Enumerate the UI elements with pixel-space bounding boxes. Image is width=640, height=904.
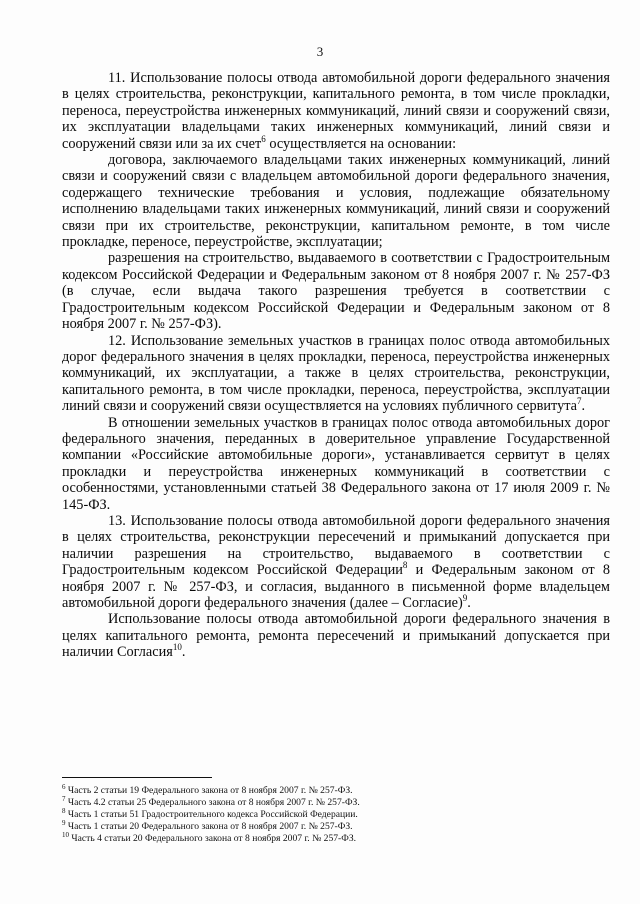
footnote-ref-9: 9: [462, 593, 468, 604]
footnote-9: $^9$ Часть 1 статьи 20 Федерального закона от 8 ноября 2007 г. № 257-ФЗ.: [62, 818, 353, 832]
footnote-divider: [62, 777, 212, 778]
footnote-ref-10: 10: [172, 642, 182, 653]
footnote-ref-7: 7: [577, 396, 582, 407]
paragraph-11: 11. Использование полосы отвода автомобильной дороги федерального значения в целях строительства, реконструкции, капитального ремонта, в том числе прокладки, переноса, переустройства инженерных коммуникаций, линий связи и сооружений связи, их эксплуатации владельцами таких инженерных коммуникаций, линий связи и сооружений связи или за их счет$^6$ осуществляется на основании:: [62, 70, 610, 152]
footnote-6: $^6$ Часть 2 статьи 19 Федерального закона от 8 ноября 2007 г. № 257-ФЗ.: [62, 782, 353, 796]
paragraph-12: 12. Использование земельных участков в границах полос отвода автомобильных дорог федерального значения в целях прокладки, переноса, переустройства инженерных коммуникаций, их эксплуатации, а также в целях строительства, реконструкции, капитального ремонта, в том числе прокладки, переноса, переустройства, эксплуатации линий связи и сооружений связи осуществляется на условиях публичного сервитута$^7$.: [62, 332, 610, 415]
paragraph-servitude: В отношении земельных участков в границах полос отвода автомобильных дорог федерального значения, переданных в доверительное управление Государственной компании «Российские автомобильные дороги», устанавливается сервитут в целях прокладки и переустройства инженерных коммуникаций в соответствии с особенностями, установленными статьей 38 Федерального закона от 17 июля 2009 г. № 145-ФЗ.: [62, 414, 610, 513]
paragraph-13: 13. Использование полосы отвода автомобильной дороги федерального значения в целях строительства, реконструкции пересечений и примыканий допускается при наличии разрешения на строительство, выдаваемого в соответствии с Градостроительным кодексом Российской Федерации$^8$ и Федеральным законом от 8 ноября 2007 г. № 257-ФЗ, и согласия, выданного в письменной форме владельцем автомобильной дороги федерального значения (далее – Согласие)$^9$.: [62, 512, 611, 611]
paragraph-permit: разрешения на строительство, выдаваемого в соответствии с Градостроительным кодексом Российской Федерации и Федеральным законом от 8 ноября 2007 г. № 257-ФЗ (в случае, если выдача такого разрешения требуется в соответствии с Градостроительным кодексом Российской Федерации и Федеральным законом от 8 ноября 2007 г. № 257-ФЗ).: [62, 250, 610, 333]
footnote-10: $^{10}$ Часть 4 статьи 20 Федерального закона от 8 ноября 2007 г. № 257-ФЗ.: [62, 830, 357, 844]
document-body: [62, 70, 610, 661]
footnote-ref-8: 8: [402, 560, 408, 571]
footnote-8: $^8$ Часть 1 статьи 51 Градостроительного кодекса Российской Федерации.: [62, 806, 358, 820]
paragraph-contract: договора, заключаемого владельцами таких инженерных коммуникаций, линий связи и сооружений связи с владельцем автомобильной дороги федерального значения, содержащего технические требования и условия, подлежащие обязательному исполнению владельцами таких инженерных коммуникаций, линий связи и сооружений связи при их строительстве, реконструкции, капитальном ремонте, в том числе прокладке, переносе, переустройстве, эксплуатации;: [62, 152, 610, 251]
footnote-ref-6: 6: [261, 133, 266, 144]
paragraph-repair: Использование полосы отвода автомобильной дороги федерального значения в целях капитального ремонта, ремонта пересечений и примыканий допускается при наличии Согласия$^{10}$.: [62, 611, 610, 661]
footnote-7: $^7$ Часть 4.2 статьи 25 Федерального закона от 8 ноября 2007 г. № 257-ФЗ.: [62, 794, 360, 808]
footnotes: [62, 782, 610, 845]
page-number: 3: [316, 44, 324, 59]
